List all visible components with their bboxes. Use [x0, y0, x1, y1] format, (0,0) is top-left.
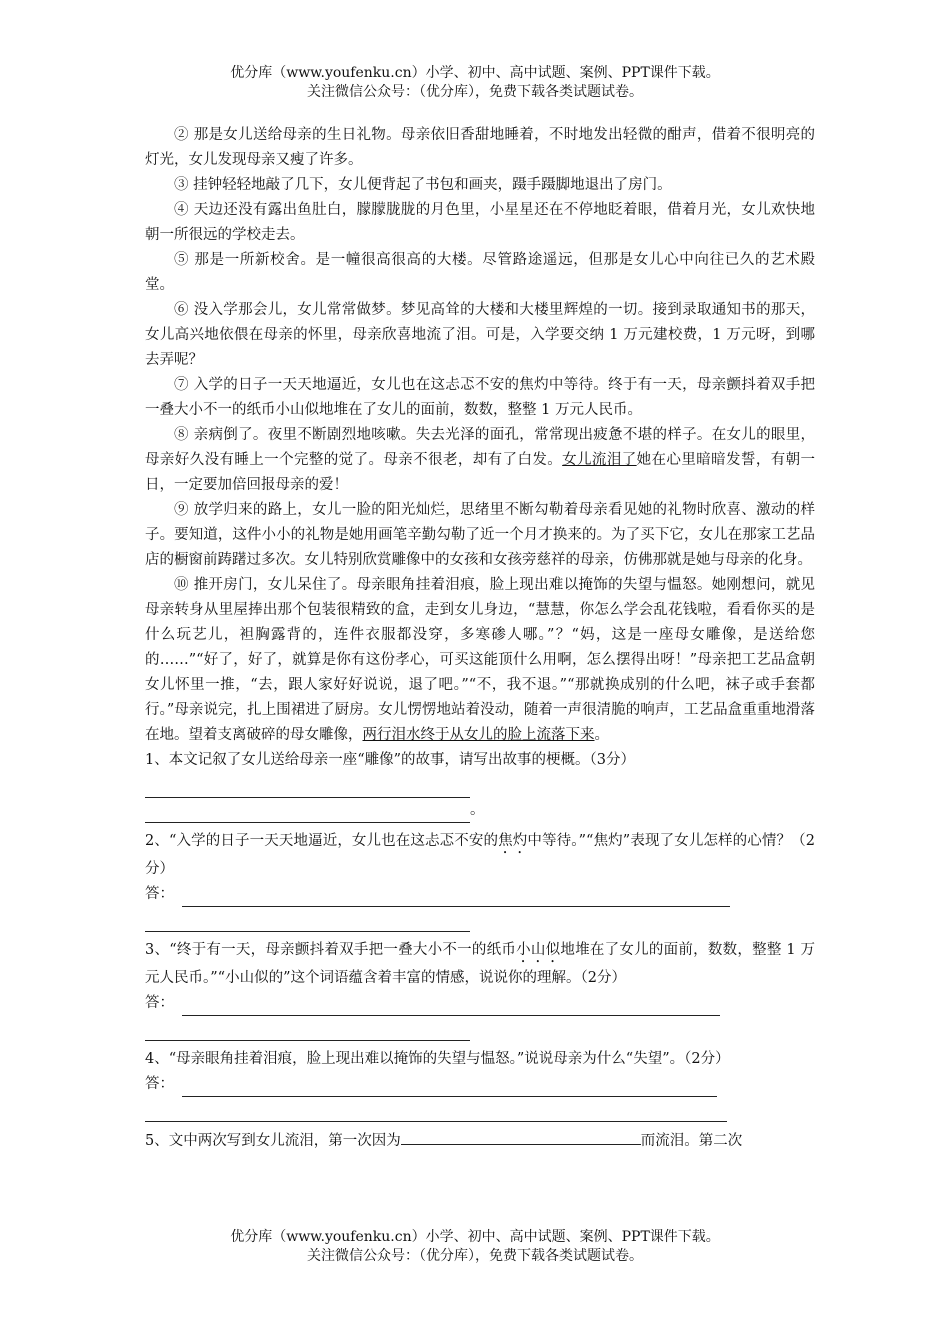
paragraph-8-underlined: 女儿流泪了 — [562, 452, 637, 468]
paragraph-10-end: 。 — [594, 727, 609, 743]
question-3-emphasis: 小山似 — [516, 942, 561, 958]
question-4: 4、“母亲眼角挂着泪痕，脸上现出难以掩饰的失望与愠怒。”说说母亲为什么“失望”。（2分） — [145, 1051, 730, 1067]
document-body — [145, 123, 815, 1154]
question-2-text-a: 2、“入学的日子一天天地逼近，女儿也在这忐忑不安的 — [145, 833, 499, 849]
paragraph-8-text-b: 她在心里暗暗发誓，有朝一日，一定要加倍回报母亲的爱！ — [145, 452, 816, 493]
answer-line-q3-1[interactable] — [182, 997, 720, 1016]
paragraph-6: ⑥ 没入学那会儿，女儿常常做梦。梦见高耸的大楼和大楼里辉煌的一切。接到录取通知书的那天，女儿高兴地依偎在母亲的怀里，母亲欣喜地流了泪。可是，入学要交纳 1 万元建校费，1 万元呀，到哪去弄呢？ — [145, 302, 815, 368]
answer-label-q2: 答： — [145, 886, 174, 902]
answer-row-q1-2 — [145, 798, 815, 823]
answer-line-q2-2[interactable] — [145, 907, 470, 932]
footer-line-2: 关注微信公众号：（优分库），免费下载各类试题试卷。 — [307, 1248, 643, 1264]
answer-line-q1-1[interactable] — [145, 773, 470, 798]
page-footer — [0, 1228, 950, 1266]
question-2-text-b: 中等待。”“焦灼”表现了女儿怎样的心情？（2分） — [145, 833, 816, 877]
question-3-text-a: 3、“终于有一天，母亲颤抖着双手把一叠大小不一的纸币 — [145, 942, 517, 958]
question-5-text-b: 而流泪。第二次 — [640, 1133, 743, 1149]
paragraph-3: ③ 挂钟轻轻地敲了几下，女儿便背起了书包和画夹，蹑手蹑脚地退出了房门。 — [174, 177, 672, 193]
paragraph-10-underlined: 两行泪水终于从女儿的脸上流落下来 — [362, 727, 595, 743]
header-line-1: 优分库（www.youfenku.cn）小学、初中、高中试题、案例、PPT课件下载。 — [230, 65, 720, 81]
answer-row-q3 — [145, 991, 815, 1016]
answer-line-q2-1[interactable] — [182, 888, 730, 907]
answer-line-q4-1[interactable] — [182, 1078, 717, 1097]
page-header — [0, 64, 950, 102]
answer-line-q3-2[interactable] — [145, 1016, 470, 1041]
answer-label-q3: 答： — [145, 995, 174, 1011]
paragraph-4: ④ 天边还没有露出鱼肚白，朦朦胧胧的月色里，小星星还在不停地眨着眼，借着月光，女儿欢快地朝一所很远的学校走去。 — [145, 202, 815, 243]
question-1: 1、本文记叙了女儿送给母亲一座“雕像”的故事，请写出故事的梗概。（3分） — [145, 752, 636, 768]
footer-line-1: 优分库（www.youfenku.cn）小学、初中、高中试题、案例、PPT课件下载。 — [230, 1229, 720, 1245]
answer-line-q1-2[interactable] — [145, 804, 470, 823]
paragraph-8 — [145, 423, 815, 498]
answer-row-q4 — [145, 1072, 815, 1097]
question-3-text-b: 地堆在了女儿的面前，数数，整整 1 万元人民币。”“小山似的”这个词语蕴含着丰富的情感，说说你的理解。（2分） — [145, 942, 816, 986]
answer-blank-q5[interactable] — [401, 1128, 641, 1145]
question-1-end-mark: 。 — [470, 802, 485, 818]
question-5-text-a: 5、文中两次写到女儿流泪，第一次因为 — [145, 1133, 401, 1149]
answer-line-q4-2[interactable] — [145, 1097, 727, 1122]
header-line-2: 关注微信公众号：（优分库），免费下载各类试题试卷。 — [307, 84, 643, 100]
paragraph-7: ⑦ 入学的日子一天天地逼近，女儿也在这忐忑不安的焦灼中等待。终于有一天，母亲颤抖着双手把一叠大小不一的纸币小山似地堆在了女儿的面前，数数，整整 1 万元人民币。 — [145, 377, 815, 418]
question-2-emphasis: 焦灼 — [498, 833, 528, 849]
paragraph-8-text-a: ⑧ 亲病倒了。夜里不断剧烈地咳嗽。失去光泽的面孔，常常现出疲惫不堪的样子。在女儿的眼里，母亲好久没有睡上一个完整的觉了。母亲不很老，却有了白发。 — [145, 427, 815, 468]
paragraph-9: ⑨ 放学归来的路上，女儿一脸的阳光灿烂，思绪里不断勾勒着母亲看见她的礼物时欣喜、激动的样子。要知道，这件小小的礼物是她用画笔辛勤勾勒了近一个月才换来的。为了买下它，女儿在那家工艺品店的橱窗前踌躇过多次。女儿特别欣赏雕像中的女孩和女孩旁慈祥的母亲，仿佛那就是她与母亲的化身。 — [145, 502, 815, 568]
answer-row-q2 — [145, 882, 815, 907]
question-5 — [145, 1128, 815, 1154]
paragraph-5: ⑤ 那是一所新校舍。是一幢很高很高的大楼。尽管路途遥远，但那是女儿心中向往已久的艺术殿堂。 — [145, 252, 815, 293]
paragraph-2: ② 那是女儿送给母亲的生日礼物。母亲依旧香甜地睡着，不时地发出轻微的酣声，借着不很明亮的灯光，女儿发现母亲又瘦了许多。 — [145, 127, 815, 168]
question-3 — [145, 938, 815, 991]
answer-label-q4: 答： — [145, 1076, 174, 1092]
paragraph-10-text: ⑩ 推开房门，女儿呆住了。母亲眼角挂着泪痕，脸上现出难以掩饰的失望与愠怒。她刚想问，就见母亲转身从里屋捧出那个包装很精致的盒，走到女儿身边，“慧慧，你怎么学会乱花钱啦，看看你买的是什么玩艺儿，袒胸露背的，连件衣服都没穿，多寒碜人哪。”？“妈，这是一座母女雕像，是送给您的……”“好了，好了，就算是你有这份孝心，可买这能顶什么用啊，怎么摆得出呀！”母亲把工艺品盒朝女儿怀里一推，“去，跟人家好好说说，退了吧。”“不，我不退。”“那就换成别的什么吧，袜子或手套都行。”母亲说完，扎上围裙进了厨房。女儿愣愣地站着没动，随着一声很清脆的响声，工艺品盒重重地滑落在地。望着支离破碎的母女雕像， — [145, 577, 815, 743]
paragraph-10 — [145, 573, 815, 748]
question-2 — [145, 829, 815, 882]
